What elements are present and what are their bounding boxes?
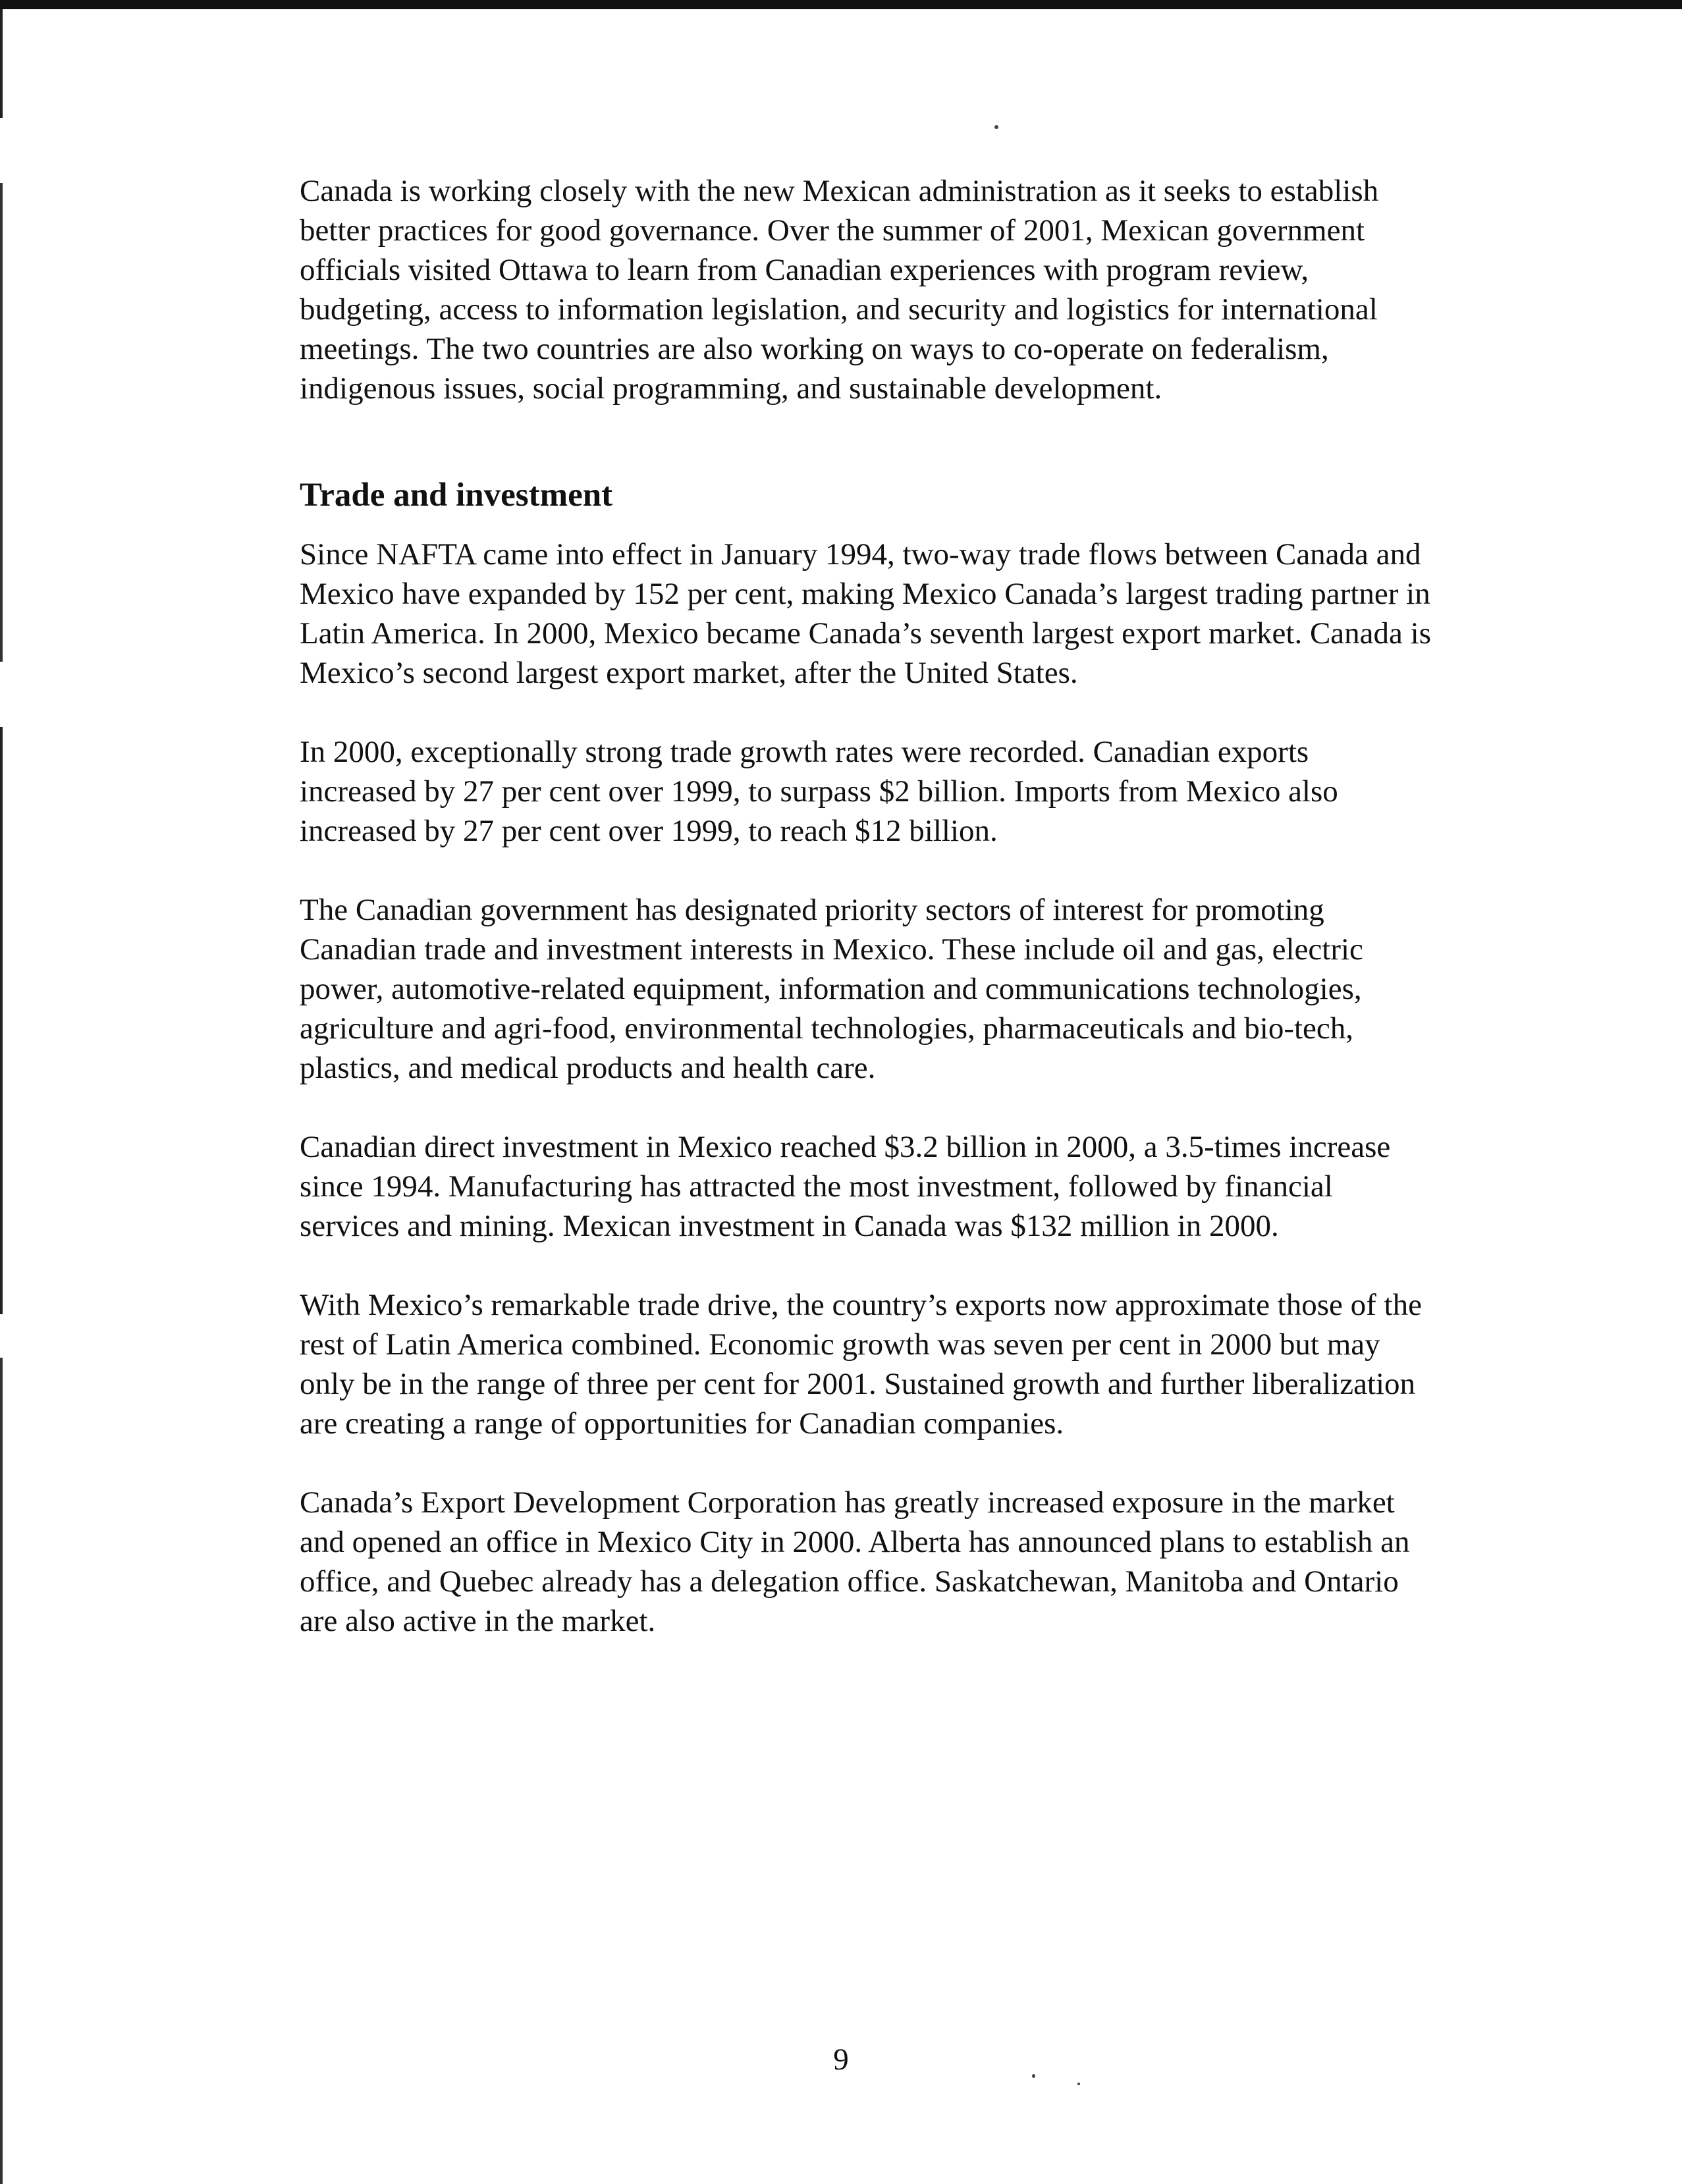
scan-speck <box>994 125 998 129</box>
body-paragraph: In 2000, exceptionally strong trade growth rates were recorded. Canadian exports increased by 27 per cent over 1999, to surpass $2 billion. Imports from Mexico also increased by 27 per cent over 1999, to reach $12 billion. <box>300 735 1338 848</box>
top-border-rule <box>0 0 1682 9</box>
document-body <box>300 171 1432 1641</box>
page-number: 9 <box>833 2042 849 2077</box>
body-paragraph: Since NAFTA came into effect in January 1994, two-way trade flows between Canada and Mexico have expanded by 152 per cent, making Mexico Canada’s largest trading partner in Latin America. In 2000, Mexico became Canada’s seventh largest export market. Canada is Mexico’s second largest export market, after the United States. <box>300 537 1431 690</box>
left-border-rule <box>0 9 3 2184</box>
body-paragraph: With Mexico’s remarkable trade drive, the country’s exports now approximate those of the rest of Latin America combined. Economic growth was seven per cent in 2000 but may only be in the range of three per cent for 2001. Sustained growth and further liberalization are creating a range of opportunities for Canadian companies. <box>300 1288 1422 1441</box>
scan-speck <box>1077 2083 1080 2085</box>
body-paragraph: Canadian direct investment in Mexico reached $3.2 billion in 2000, a 3.5-times increase since 1994. Manufacturing has attracted the most investment, followed by financial services and mining. Mexican investment in Canada was $132 million in 2000. <box>300 1130 1391 1243</box>
body-paragraph: Canada’s Export Development Corporation has greatly increased exposure in the market and opened an office in Mexico City in 2000. Alberta has announced plans to establish an office, and Quebec already has a delegation office. Saskatchewan, Manitoba and Ontario are also active in the market. <box>300 1485 1410 1638</box>
intro-paragraph: Canada is working closely with the new Mexican administration as it seeks to establish better practices for good governance. Over the summer of 2001, Mexican government officials visited Ottawa to learn from Canadian experiences with program review, budgeting, access to information legislation, and security and logistics for international meetings. The two countries are also working on ways to co-operate on federalism, indigenous issues, social programming, and sustainable development. <box>300 174 1379 406</box>
section-heading: Trade and investment <box>300 477 613 514</box>
body-paragraph: The Canadian government has designated priority sectors of interest for promoting Canadian trade and investment interests in Mexico. These include oil and gas, electric power, automotive-related equipment, information and communications technologies, agriculture and agri-food, environmental technologies, pharmaceuticals and bio-tech, plastics, and medical products and health care. <box>300 893 1363 1085</box>
